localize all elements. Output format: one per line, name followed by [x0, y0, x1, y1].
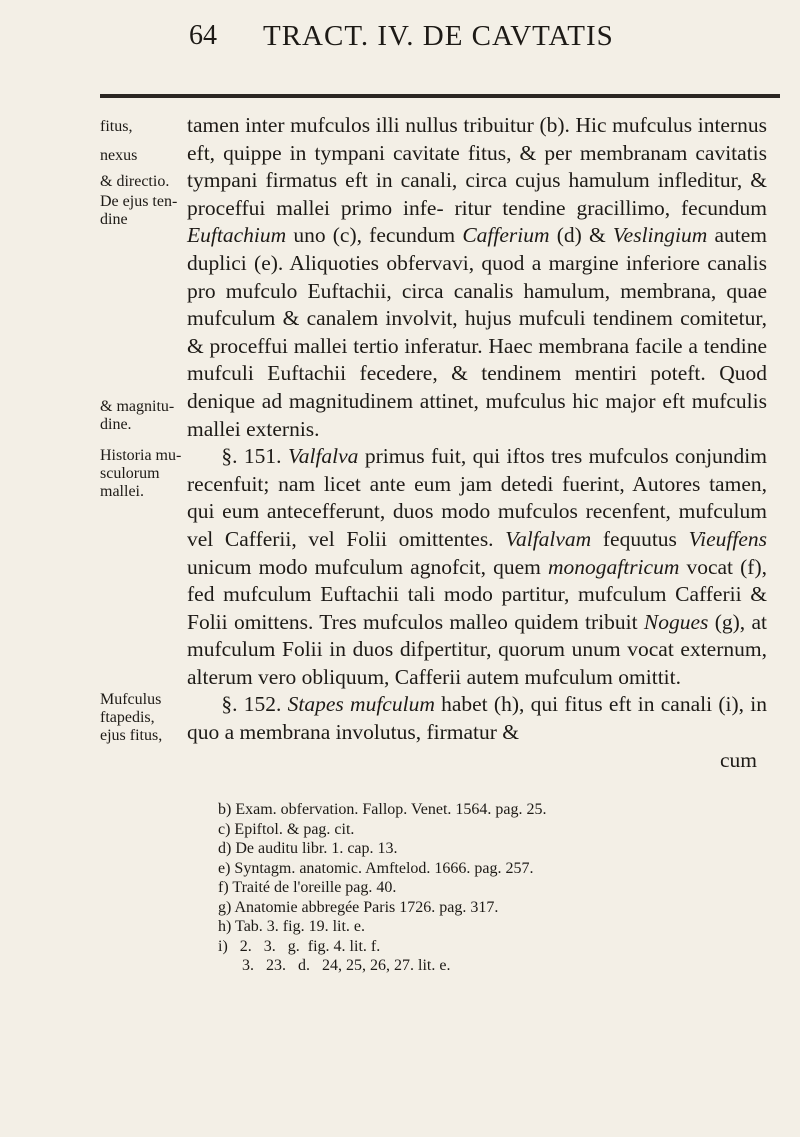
- catchword: cum: [719, 747, 757, 772]
- footnote-i: i) 2. 3. g. fig. 4. lit. f.: [218, 937, 381, 955]
- paragraph-151: §. 151. Valfalva primus fuit, qui iftos tres mufculos conjundim recenfuit; nam licet ante eum jam detedi fuerint, Autores tamen, qui eum antecefferunt, duos modo mufculos recenfent, mufculum vel Cafferii, vel Folii omittentes. Valfalvam fequutus Vieuffens unicum modo mufculum agnofcit, quem monogaftricum vocat (f), fed mufculum Euftachii tali modo partitur, mufculum Cafferii & Folii omittens. Tres mufculos malleo quidem tribuit Nogues (g), at mufculum Folii in duos difpertitur, quorum unum vocat externum, alterum vero obliquum, Cafferii autem mufculum omittit.: [187, 444, 767, 689]
- footnote-d: d) De auditu libr. 1. cap. 13.: [218, 840, 398, 857]
- margin-note-historia: Historia mu- sculorum mallei.: [100, 447, 182, 500]
- footnote-c: c) Epiftol. & pag. cit.: [218, 820, 355, 838]
- footnote-g: g) Anatomie abbregée Paris 1726. pag. 317.: [218, 898, 499, 916]
- page-number: 64: [189, 20, 217, 51]
- paragraph-152: §. 152. Stapes mufculum habet (h), qui fitus eft in canali (i), in quo a membrana involutus, firmatur &: [187, 692, 767, 745]
- paragraph-1: tamen inter mufculos illi nullus tribuitur (b). Hic mufculus internus eft, quippe in tympani cavitate fitus, & per membranam cavitatis tympani firmatus eft in canali, circa cujus hamulum infleditur, & proceffui mallei primo infe- ritur tendine gracillimo, fecundum Euftachium uno (c), fecundum Cafferium (d) & Veslingium autem duplici (e). Aliquoties obfervavi, quod a margine inferiore canalis pro mufculo Euftachii, circa canalis hamulum, membrana, quae mufculum & canalem involvit, hujus mufculi tendinem comitetur, & proceffui mallei tertio inferatur. Haec membrana facile a tendine mufculi Euftachii fecedere, & tendinem mentiri poteft. Quod denique ad magnitudinem attinet, mufculus hic major eft mufculis mallei externis.: [187, 113, 767, 441]
- margin-note-tendine: De ejus ten- dine: [100, 193, 178, 228]
- margin-note-directio: & directio.: [100, 173, 170, 190]
- margin-note-magnitudine: & magnitu- dine.: [100, 398, 175, 433]
- footnote-b: b) Exam. obfervation. Fallop. Venet. 1564. pag. 25.: [218, 801, 547, 818]
- running-title: TRACT. IV. DE CAVTATIS: [263, 20, 614, 52]
- header-rule: [100, 94, 780, 98]
- footnote-e: e) Syntagm. anatomic. Amftelod. 1666. pag. 257.: [218, 859, 534, 877]
- footnote-i-cont: 3. 23. d. 24, 25, 26, 27. lit. e.: [218, 957, 451, 974]
- margin-note-stapedis: Mufculus ftapedis, ejus fitus,: [100, 691, 163, 744]
- page-header: [175, 20, 775, 70]
- footnote-h: h) Tab. 3. fig. 19. lit. e.: [218, 918, 366, 935]
- margin-note-nexus: nexus: [100, 147, 138, 164]
- main-text: [187, 112, 767, 774]
- footnote-f: f) Traité de l'oreille pag. 40.: [218, 879, 397, 896]
- footnotes: [218, 800, 778, 976]
- margin-note-fitus: fitus,: [100, 118, 133, 135]
